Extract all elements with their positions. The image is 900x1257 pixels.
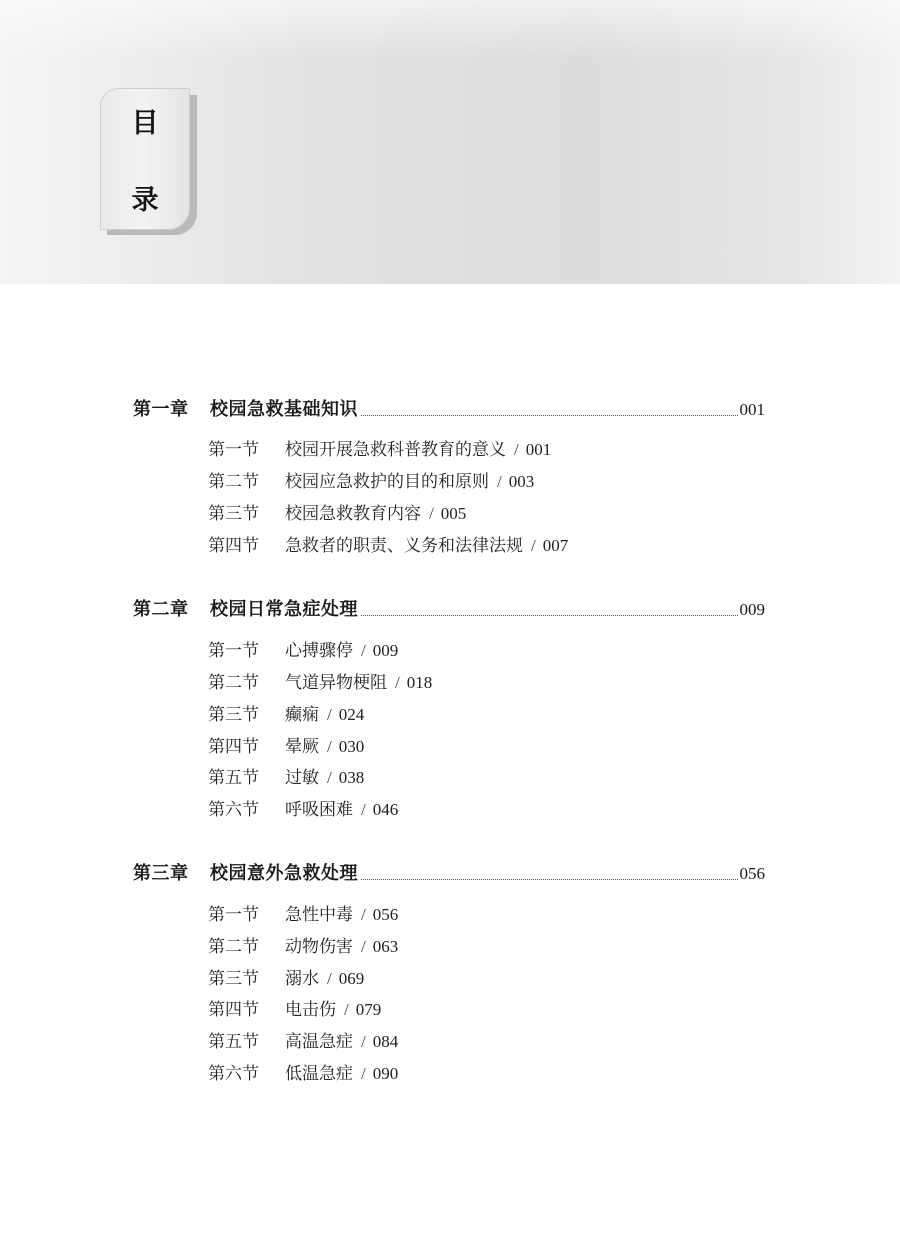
section-page-number: 090 xyxy=(372,1064,399,1083)
section-label: 第五节 xyxy=(208,768,259,788)
page-separator: / xyxy=(327,737,332,756)
section-row[interactable] xyxy=(208,796,398,822)
chapter-title: 校园意外急救处理 xyxy=(210,863,358,884)
chapter-label: 第三章 xyxy=(133,863,189,884)
section-title: 低温急症 xyxy=(285,1064,353,1084)
section-row[interactable] xyxy=(208,901,398,927)
section-title: 急性中毒 xyxy=(285,905,353,925)
page-separator: / xyxy=(344,1000,349,1019)
chapter-title: 校园日常急症处理 xyxy=(210,599,358,620)
section-page-number: 001 xyxy=(525,440,552,459)
chapter-title: 校园急救基础知识 xyxy=(210,399,358,420)
section-label: 第一节 xyxy=(208,440,259,460)
section-title: 校园急救教育内容 xyxy=(285,504,421,524)
chapter-row-1[interactable] xyxy=(133,396,765,422)
section-row[interactable] xyxy=(208,1028,398,1054)
section-label: 第二节 xyxy=(208,472,259,492)
section-page-number: 007 xyxy=(542,536,569,555)
page-separator: / xyxy=(327,705,332,724)
section-label: 第二节 xyxy=(208,673,259,693)
section-page-number: 005 xyxy=(440,504,467,523)
section-label: 第三节 xyxy=(208,705,259,725)
page-separator: / xyxy=(361,937,366,956)
section-row[interactable] xyxy=(208,436,551,462)
section-row[interactable] xyxy=(208,965,364,991)
section-page-number: 038 xyxy=(338,768,365,787)
page-separator: / xyxy=(361,800,366,819)
section-label: 第四节 xyxy=(208,536,259,556)
page-separator: / xyxy=(514,440,519,459)
chapter-page-number: 001 xyxy=(739,400,765,419)
page-separator: / xyxy=(497,472,502,491)
chapter-row-3[interactable] xyxy=(133,860,765,886)
dot-leader xyxy=(361,615,738,616)
page-separator: / xyxy=(327,969,332,988)
section-row[interactable] xyxy=(208,933,398,959)
chapter-label: 第一章 xyxy=(133,399,189,420)
section-label: 第三节 xyxy=(208,969,259,989)
section-label: 第四节 xyxy=(208,1000,259,1020)
section-label: 第四节 xyxy=(208,737,259,757)
section-row[interactable] xyxy=(208,733,364,759)
section-label: 第六节 xyxy=(208,1064,259,1084)
page-separator: / xyxy=(361,1064,366,1083)
section-row[interactable] xyxy=(208,669,432,695)
chapter-label: 第二章 xyxy=(133,599,189,620)
section-page-number: 018 xyxy=(406,673,433,692)
section-title: 校园开展急救科普教育的意义 xyxy=(285,440,506,460)
page-title-char-1: 目 xyxy=(131,108,159,139)
section-title: 校园应急救护的目的和原则 xyxy=(285,472,489,492)
page-title-char-2: 录 xyxy=(131,185,159,216)
chapter-page-number: 056 xyxy=(739,864,765,883)
section-page-number: 009 xyxy=(372,641,399,660)
page-separator: / xyxy=(361,905,366,924)
section-title: 电击伤 xyxy=(285,1000,336,1020)
section-page-number: 063 xyxy=(372,937,399,956)
section-row[interactable] xyxy=(208,996,381,1022)
section-page-number: 069 xyxy=(338,969,365,988)
dot-leader xyxy=(361,879,738,880)
section-title: 晕厥 xyxy=(285,737,319,757)
section-page-number: 056 xyxy=(372,905,399,924)
section-row[interactable] xyxy=(208,637,398,663)
page-separator: / xyxy=(395,673,400,692)
section-label: 第一节 xyxy=(208,905,259,925)
section-label: 第二节 xyxy=(208,937,259,957)
page-separator: / xyxy=(531,536,536,555)
title-tab xyxy=(100,88,190,230)
section-row[interactable] xyxy=(208,468,534,494)
section-label: 第六节 xyxy=(208,800,259,820)
section-row[interactable] xyxy=(208,764,364,790)
section-title: 高温急症 xyxy=(285,1032,353,1052)
chapter-page-number: 009 xyxy=(739,600,765,619)
section-title: 溺水 xyxy=(285,969,319,989)
section-title: 过敏 xyxy=(285,768,319,788)
section-label: 第三节 xyxy=(208,504,259,524)
page-separator: / xyxy=(327,768,332,787)
section-page-number: 046 xyxy=(372,800,399,819)
section-label: 第一节 xyxy=(208,641,259,661)
section-title: 呼吸困难 xyxy=(285,800,353,820)
section-title: 急救者的职责、义务和法律法规 xyxy=(285,536,523,556)
chapter-row-2[interactable] xyxy=(133,596,765,622)
section-title: 癫痫 xyxy=(285,705,319,725)
page-separator: / xyxy=(361,641,366,660)
section-label: 第五节 xyxy=(208,1032,259,1052)
page-separator: / xyxy=(429,504,434,523)
section-row[interactable] xyxy=(208,532,568,558)
section-page-number: 030 xyxy=(338,737,365,756)
dot-leader xyxy=(361,415,738,416)
section-page-number: 084 xyxy=(372,1032,399,1051)
section-row[interactable] xyxy=(208,500,466,526)
page-separator: / xyxy=(361,1032,366,1051)
section-page-number: 079 xyxy=(355,1000,382,1019)
section-page-number: 003 xyxy=(508,472,535,491)
section-title: 气道异物梗阻 xyxy=(285,673,387,693)
section-page-number: 024 xyxy=(338,705,365,724)
section-row[interactable] xyxy=(208,1060,398,1086)
section-row[interactable] xyxy=(208,701,364,727)
section-title: 心搏骤停 xyxy=(285,641,353,661)
section-title: 动物伤害 xyxy=(285,937,353,957)
